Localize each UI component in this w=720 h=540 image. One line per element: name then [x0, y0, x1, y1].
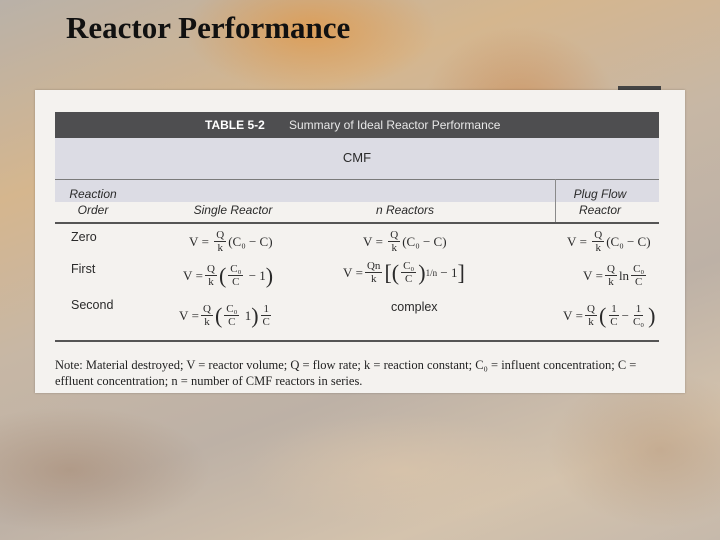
- paren-close: ): [251, 302, 259, 328]
- frac-num: 1: [635, 303, 642, 315]
- eq-equals: =: [355, 264, 363, 280]
- frac-den: C: [232, 276, 240, 288]
- table-number: TABLE 5-2: [205, 118, 265, 132]
- plugflow-divider: [555, 179, 556, 224]
- frac-den: C₀: [632, 316, 645, 328]
- first-single-equation: [183, 263, 273, 288]
- frac-num: Q: [586, 303, 595, 315]
- eq-minus: −: [440, 264, 448, 280]
- c0-over-c: [228, 263, 243, 288]
- frac-den: C: [634, 276, 643, 288]
- eq-ln: ln: [618, 267, 630, 283]
- paren-open: (: [391, 259, 400, 285]
- q-over-k: [214, 229, 226, 254]
- paren-open: (: [214, 302, 223, 328]
- frac-num: Q: [390, 229, 399, 241]
- c0-over-c: [631, 263, 646, 288]
- eq-equals: =: [579, 233, 587, 249]
- frac-num: C₀: [403, 260, 415, 272]
- eq-v: V: [567, 233, 577, 249]
- eq-v: V: [343, 264, 353, 280]
- frac-den: k: [204, 316, 210, 328]
- second-single-equation: [179, 303, 274, 328]
- cmf-divider: [55, 179, 659, 180]
- header-band: [55, 138, 659, 202]
- frac-num: Q: [594, 229, 603, 241]
- table-image-panel: [35, 90, 685, 393]
- eq-one: 1: [450, 264, 458, 280]
- table-note: Note: Material destroyed; V = reactor volume; Q = flow rate; k = reaction constant; C₀ = influent concentration; C = effluent concentration; n = number of CMF reactors in series.: [55, 358, 637, 388]
- frac-num: 1: [263, 303, 269, 315]
- eq-v: V: [563, 307, 573, 323]
- cmf-label: CMF: [342, 150, 372, 165]
- table-bottom-rule: [55, 340, 659, 342]
- frac-num: C₀: [230, 263, 242, 275]
- c0-over-c: [401, 260, 416, 285]
- eq-equals: =: [595, 267, 603, 283]
- eq-tail: (C₀ − C): [402, 233, 447, 249]
- paren-close: ): [265, 262, 274, 288]
- header-bottom-rule: [55, 222, 659, 224]
- qn-over-k: [365, 260, 382, 285]
- paren-open: (: [598, 302, 607, 328]
- frac-den: k: [608, 276, 614, 288]
- frac-num: C₀: [226, 303, 238, 315]
- frac-den: k: [208, 276, 214, 288]
- zero-n-equation: [363, 229, 447, 254]
- frac-num: Qn: [366, 260, 381, 272]
- frac-den: C: [262, 316, 270, 328]
- paren-close: ): [418, 259, 426, 285]
- frac-den: k: [217, 242, 223, 254]
- eq-equals: =: [191, 307, 199, 323]
- one-over-c: [261, 303, 272, 328]
- eq-minus: −: [621, 307, 629, 323]
- second-plugflow-equation: [563, 303, 655, 328]
- frac-num: Q: [606, 263, 615, 275]
- q-over-k: [605, 263, 617, 288]
- frac-den: C: [610, 316, 618, 328]
- header-reaction-order: Reaction Order: [69, 187, 117, 217]
- slide-title: Reactor Performance: [66, 10, 351, 45]
- exponent-1-over-n: 1/n: [425, 267, 438, 278]
- eq-tail: (C₀ − C): [606, 233, 651, 249]
- q-over-k: [388, 229, 400, 254]
- eq-v: V: [179, 307, 189, 323]
- eq-one: 1: [259, 267, 266, 283]
- paren-close: ): [648, 302, 656, 328]
- bracket-close: ]: [457, 259, 465, 285]
- frac-num: Q: [216, 229, 225, 241]
- q-over-k: [201, 303, 213, 328]
- one-over-c0: [631, 303, 646, 328]
- eq-v: V: [183, 267, 193, 283]
- zero-single-equation: [189, 229, 273, 254]
- header-plug-flow: Plug Flow Reactor: [573, 187, 627, 217]
- c0-over-c: [224, 303, 239, 328]
- eq-equals: =: [575, 307, 583, 323]
- second-n-complex: complex: [391, 300, 438, 314]
- eq-equals: =: [201, 233, 209, 249]
- q-over-k: [592, 229, 604, 254]
- table-header-bar: [55, 112, 659, 138]
- frac-den: C: [405, 273, 413, 285]
- one-over-c: [608, 303, 619, 328]
- eq-one: 1: [244, 307, 252, 323]
- zero-plugflow-equation: [567, 229, 651, 254]
- eq-equals: =: [195, 267, 203, 283]
- frac-den: k: [370, 273, 377, 285]
- row-label-second: Second: [71, 298, 114, 312]
- eq-v: V: [189, 233, 199, 249]
- q-over-k: [585, 303, 597, 328]
- frac-den: k: [595, 242, 601, 254]
- eq-v: V: [583, 267, 593, 283]
- frac-num: Q: [202, 303, 211, 315]
- frac-den: C: [228, 316, 236, 328]
- row-label-first: First: [71, 262, 96, 276]
- row-label-zero: Zero: [71, 230, 97, 244]
- frac-num: C₀: [633, 263, 645, 275]
- bracket-open: [: [384, 259, 392, 285]
- first-n-equation: [343, 260, 465, 285]
- eq-equals: =: [375, 233, 383, 249]
- frac-num: 1: [611, 303, 617, 315]
- reactor-performance-table: [55, 112, 659, 431]
- frac-den: k: [588, 316, 594, 328]
- header-single-reactor: Single Reactor: [193, 203, 273, 217]
- eq-minus: −: [248, 267, 257, 283]
- frac-den: k: [391, 242, 397, 254]
- header-n-reactors: n Reactors: [375, 203, 435, 217]
- first-plugflow-equation: [583, 263, 648, 288]
- table-caption: Summary of Ideal Reactor Performance: [289, 118, 501, 132]
- frac-num: Q: [206, 263, 215, 275]
- paren-open: (: [218, 262, 227, 288]
- eq-v: V: [363, 233, 373, 249]
- eq-tail: (C₀ − C): [228, 233, 273, 249]
- q-over-k: [205, 263, 217, 288]
